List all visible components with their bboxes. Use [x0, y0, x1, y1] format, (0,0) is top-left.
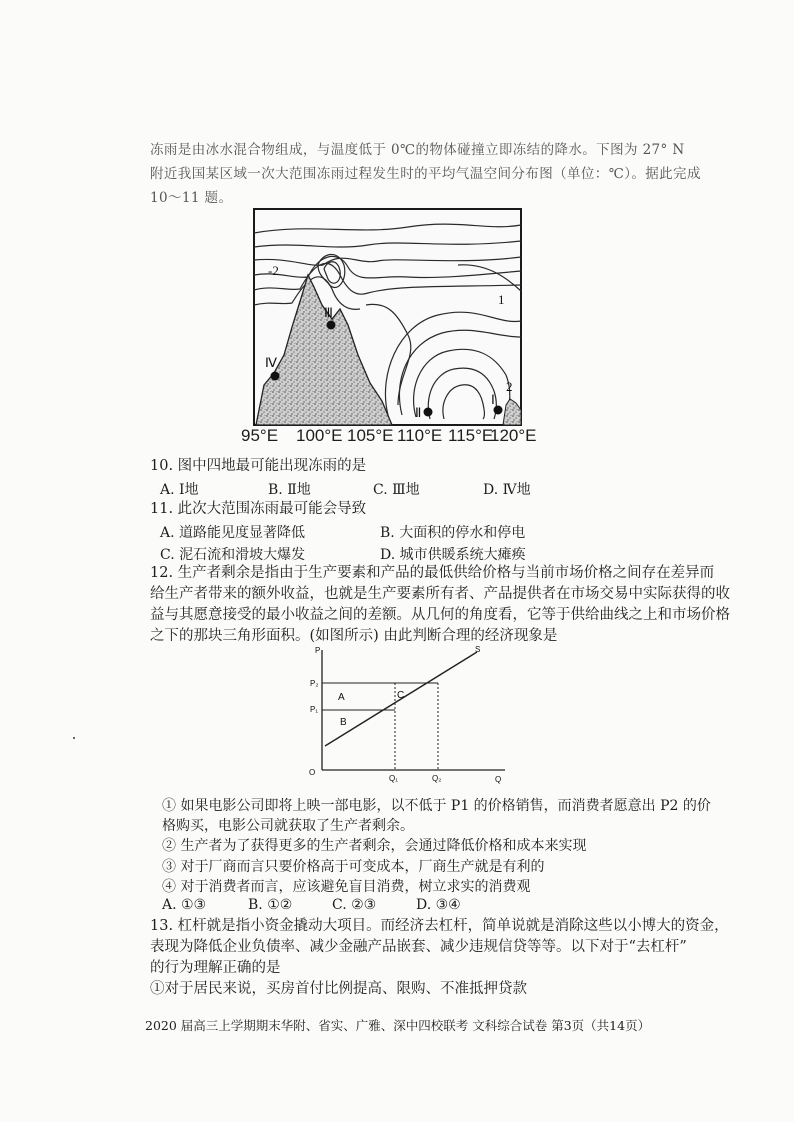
intro-line-3: 10～11 题。 — [150, 190, 233, 206]
q12-item-4: ④ 对于消费者而言，应该避免盲目消费，树立求实的消费观 — [162, 879, 531, 895]
q10-option-d: D. Ⅳ地 — [483, 482, 531, 498]
q10-option-b: B. Ⅱ地 — [268, 482, 311, 498]
site-label-i: Ⅰ — [491, 392, 495, 407]
q12-line-1: 12. 生产者剩余是指由于生产要素和产品的最低供给价格与当前市场价格之间存在差异而 — [150, 565, 715, 581]
q12-option-d: D. ③④ — [416, 897, 461, 913]
q13-line-4: ①对于居民来说，买房首付比例提高、限购、不准抵押贷款 — [150, 981, 527, 997]
q11-option-d: D. 城市供暖系统大瘫痪 — [380, 547, 526, 563]
q12-item-2: ② 生产者为了获得更多的生产者剩余，会通过降低价格和成本来实现 — [162, 838, 587, 854]
q1-label: Q₁ — [389, 774, 398, 783]
q13-line-2: 表现为降低企业负债率、减少金融产品嵌套、减少违规信贷等等。以下对于“去杠杆” — [150, 939, 687, 955]
q12-option-a: A. ①③ — [162, 897, 207, 913]
site-ii-marker — [424, 408, 433, 417]
supply-label: S — [475, 645, 481, 654]
q12-line-3: 益与其愿意接受的最小收益之间的差额。从几何的角度看，它等于供给曲线之上和市场价格 — [150, 607, 730, 623]
q13-line-1: 13. 杠杆就是指小资金撬动大项目。而经济去杠杆，简单说就是消除这些以小博大的资金， — [150, 918, 729, 934]
q12-line-4: 之下的那块三角形面积。(如图所示) 由此判断合理的经济现象是 — [150, 628, 558, 644]
isotherm-label-2: 2 — [506, 379, 513, 394]
area-c-label: C — [397, 690, 405, 701]
page-footer: 2020 届高三上学期期末华附、省实、广雅、深中四校联考 文科综合试卷 第3页（共14页） — [145, 1018, 651, 1033]
y-axis-label: P — [315, 646, 321, 655]
scan-speck — [73, 737, 75, 739]
p2-label: P₂ — [310, 679, 319, 688]
x-axis-label: Q — [495, 775, 502, 784]
q12-item-1b: 格购买，电影公司就获取了生产者剩余。 — [162, 818, 414, 834]
map-xtick-115: 115°E — [448, 426, 494, 445]
q12-item-3: ③ 对于厂商而言只要价格高于可变成本，厂商生产就是有利的 — [162, 859, 545, 875]
site-i-marker — [494, 406, 503, 415]
q12-option-b: B. ①② — [248, 897, 293, 913]
q12-line-2: 给生产者带来的额外收益，也就是生产要素所有者、产品提供者在市场交易中实际获得的收 — [150, 586, 730, 602]
q10-stem: 10. 图中四地最可能出现冻雨的是 — [150, 458, 367, 474]
q10-option-a: A. Ⅰ地 — [160, 482, 199, 498]
isotherm-label-1: 1 — [498, 292, 505, 307]
origin-label: O — [309, 768, 316, 777]
map-xtick-120: 120°E — [490, 426, 537, 445]
site-iii-marker — [327, 321, 336, 330]
intro-line-1: 冻雨是由冰水混合物组成，与温度低于 0℃的物体碰撞立即冻结的降水。下图为 27° N — [150, 142, 685, 158]
isotherm-map — [248, 205, 533, 450]
q12-option-c: C. ②③ — [332, 897, 377, 913]
site-label-ii: Ⅱ — [415, 405, 422, 420]
q13-line-3: 的行为理解正确的是 — [150, 960, 281, 976]
area-a-label: A — [338, 692, 345, 703]
producer-surplus-graph — [305, 642, 515, 787]
q12-item-1a: ① 如果电影公司即将上映一部电影，以不低于 P1 的价格销售，而消费者愿意出 P2 的价 — [162, 798, 711, 814]
map-xtick-95: 95°E — [241, 426, 279, 445]
q10-option-c: C. Ⅲ地 — [373, 482, 420, 498]
site-label-iv: Ⅳ — [265, 355, 277, 370]
p1-label: P₁ — [310, 705, 319, 714]
isotherm-label-minus2: -2 — [268, 263, 279, 278]
q11-option-c: C. 泥石流和滑坡大爆发 — [160, 547, 306, 563]
map-xtick-110: 110°E — [397, 426, 443, 445]
map-xtick-105: 105°E — [347, 426, 394, 445]
q2-label: Q₂ — [432, 774, 442, 783]
area-b-label: B — [340, 717, 347, 728]
intro-line-2: 附近我国某区域一次大范围冻雨过程发生时的平均气温空间分布图（单位：℃）。据此完成 — [150, 166, 701, 182]
q11-option-b: B. 大面积的停水和停电 — [380, 525, 526, 541]
site-iv-marker — [271, 372, 280, 381]
q11-stem: 11. 此次大范围冻雨最可能会导致 — [150, 501, 367, 517]
q11-option-a: A. 道路能见度显著降低 — [160, 525, 306, 541]
map-xtick-100: 100°E — [296, 426, 343, 445]
site-label-iii: Ⅲ — [324, 305, 333, 320]
